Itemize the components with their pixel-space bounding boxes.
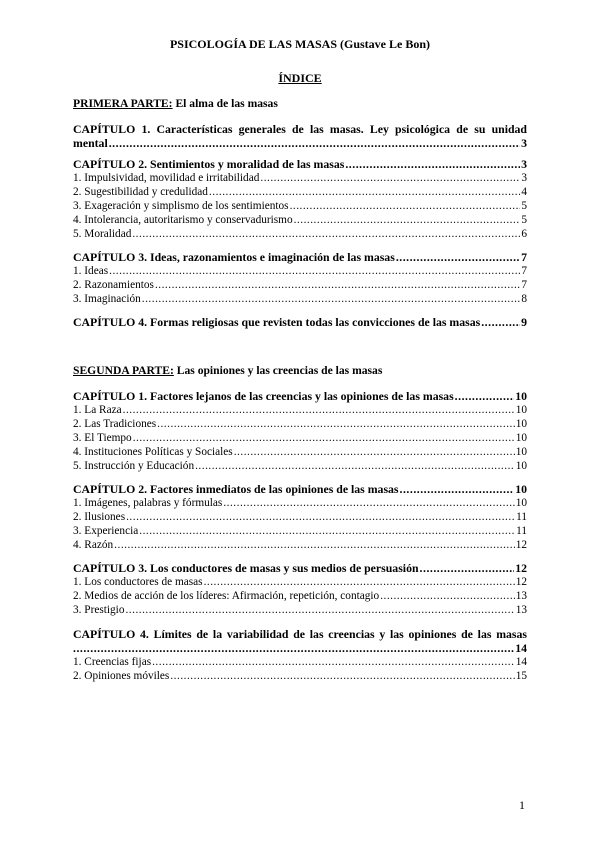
page-ref: 7	[521, 250, 527, 264]
toc-item: 2. Opiniones móviles ..... 15	[73, 670, 527, 683]
toc-item: 3. Prestigio ..... 13	[73, 604, 527, 617]
chapter-title-line2: mental	[73, 136, 108, 150]
chapter-title: CAPÍTULO 4. Formas religiosas que revisten todas las convicciones de las masas	[73, 315, 481, 329]
toc-item: 5. Moralidad ..... 6	[73, 228, 527, 241]
chapter-title: CAPÍTULO 2. Factores inmediatos de las opiniones de las masas	[73, 482, 399, 496]
dot-leader	[396, 251, 520, 264]
toc-item: 3. Exageración y simplismo de los sentimientos ..... 5	[73, 200, 527, 213]
page-ref: 10	[515, 482, 527, 496]
chapter-title: CAPÍTULO 3. Ideas, razonamientos e imaginación de las masas	[73, 250, 395, 264]
dot-leader	[109, 137, 520, 150]
part-label: PRIMERA PARTE:	[73, 97, 173, 110]
page-ref: 3	[521, 157, 527, 171]
toc-item: 1. La Raza ..... 10	[73, 404, 527, 417]
chapter-title: CAPÍTULO 1. Factores lejanos de las creencias y las opiniones de las masas	[73, 389, 454, 403]
toc-chapter-entry	[73, 316, 527, 329]
page-ref: 14	[515, 641, 527, 655]
part-heading-1	[73, 97, 527, 110]
part-heading-2	[73, 364, 527, 377]
part-title: Las opiniones y las creencias de las masas	[176, 364, 383, 377]
toc-chapter-entry	[73, 137, 527, 150]
dot-leader	[481, 316, 520, 329]
toc-item: 4. Instituciones Políticas y Sociales ..... 10	[73, 446, 527, 459]
document-title: PSICOLOGÍA DE LAS MASAS (Gustave Le Bon)	[169, 37, 431, 51]
toc-chapter-entry	[73, 390, 527, 403]
toc-item: 3. El Tiempo ..... 10	[73, 432, 527, 445]
index-heading: ÍNDICE	[278, 71, 322, 85]
dot-leader	[455, 390, 515, 403]
toc-chapter-entry	[73, 483, 527, 496]
toc-item: 3. Imaginación ..... 8	[73, 293, 527, 306]
page-ref: 12	[515, 561, 527, 575]
page-ref: 10	[515, 389, 527, 403]
part-title: El alma de las masas	[175, 97, 278, 110]
chapter-title-line1: CAPÍTULO 4. Límites de la variabilidad de las creencias y las opiniones de las masas	[73, 627, 527, 641]
toc-item: 3. Experiencia ..... 11	[73, 525, 527, 538]
dot-leader	[420, 562, 515, 575]
chapter-title-line1: CAPÍTULO 1. Características generales de las masas. Ley psicológica de su unidad	[73, 122, 527, 136]
dot-leader	[73, 642, 514, 655]
toc-item: 4. Intolerancia, autoritarismo y conservadurismo ..... 5	[73, 214, 527, 227]
toc-item: 2. Ilusiones ..... 11	[73, 511, 527, 524]
toc-item: 5. Instrucción y Educación ..... 10	[73, 460, 527, 473]
toc-chapter-entry	[73, 158, 527, 171]
page-ref: 9	[521, 315, 527, 329]
toc-item: 4. Razón ..... 12	[73, 539, 527, 552]
page-ref: 3	[521, 136, 527, 150]
toc-item: 1. Creencias fijas ..... 14	[73, 656, 527, 669]
toc-item: 2. Razonamientos ..... 7	[73, 279, 527, 292]
toc-item: 2. Sugestibilidad y credulidad ..... 4	[73, 186, 527, 199]
toc-item: 2. Las Tradiciones ..... 10	[73, 418, 527, 431]
toc-chapter-entry	[73, 642, 527, 655]
toc-chapter-entry	[73, 251, 527, 264]
toc-item: 1. Imágenes, palabras y fórmulas ..... 10	[73, 497, 527, 510]
toc-item: 2. Medios de acción de los líderes: Afirmación, repetición, contagio ..... 13	[73, 590, 527, 603]
chapter-title: CAPÍTULO 3. Los conductores de masas y sus medios de persuasión	[73, 561, 419, 575]
page-number: 1	[519, 798, 525, 812]
toc-item: 1. Los conductores de masas ..... 12	[73, 576, 527, 589]
part-label: SEGUNDA PARTE:	[73, 364, 174, 377]
chapter-title: CAPÍTULO 2. Sentimientos y moralidad de las masas	[73, 157, 345, 171]
dot-leader	[345, 158, 520, 171]
dot-leader	[400, 483, 515, 496]
toc-item: 1. Impulsividad, movilidad e irritabilidad ..... 3	[73, 172, 527, 185]
toc-chapter-entry	[73, 562, 527, 575]
toc-item: 1. Ideas ..... 7	[73, 265, 527, 278]
